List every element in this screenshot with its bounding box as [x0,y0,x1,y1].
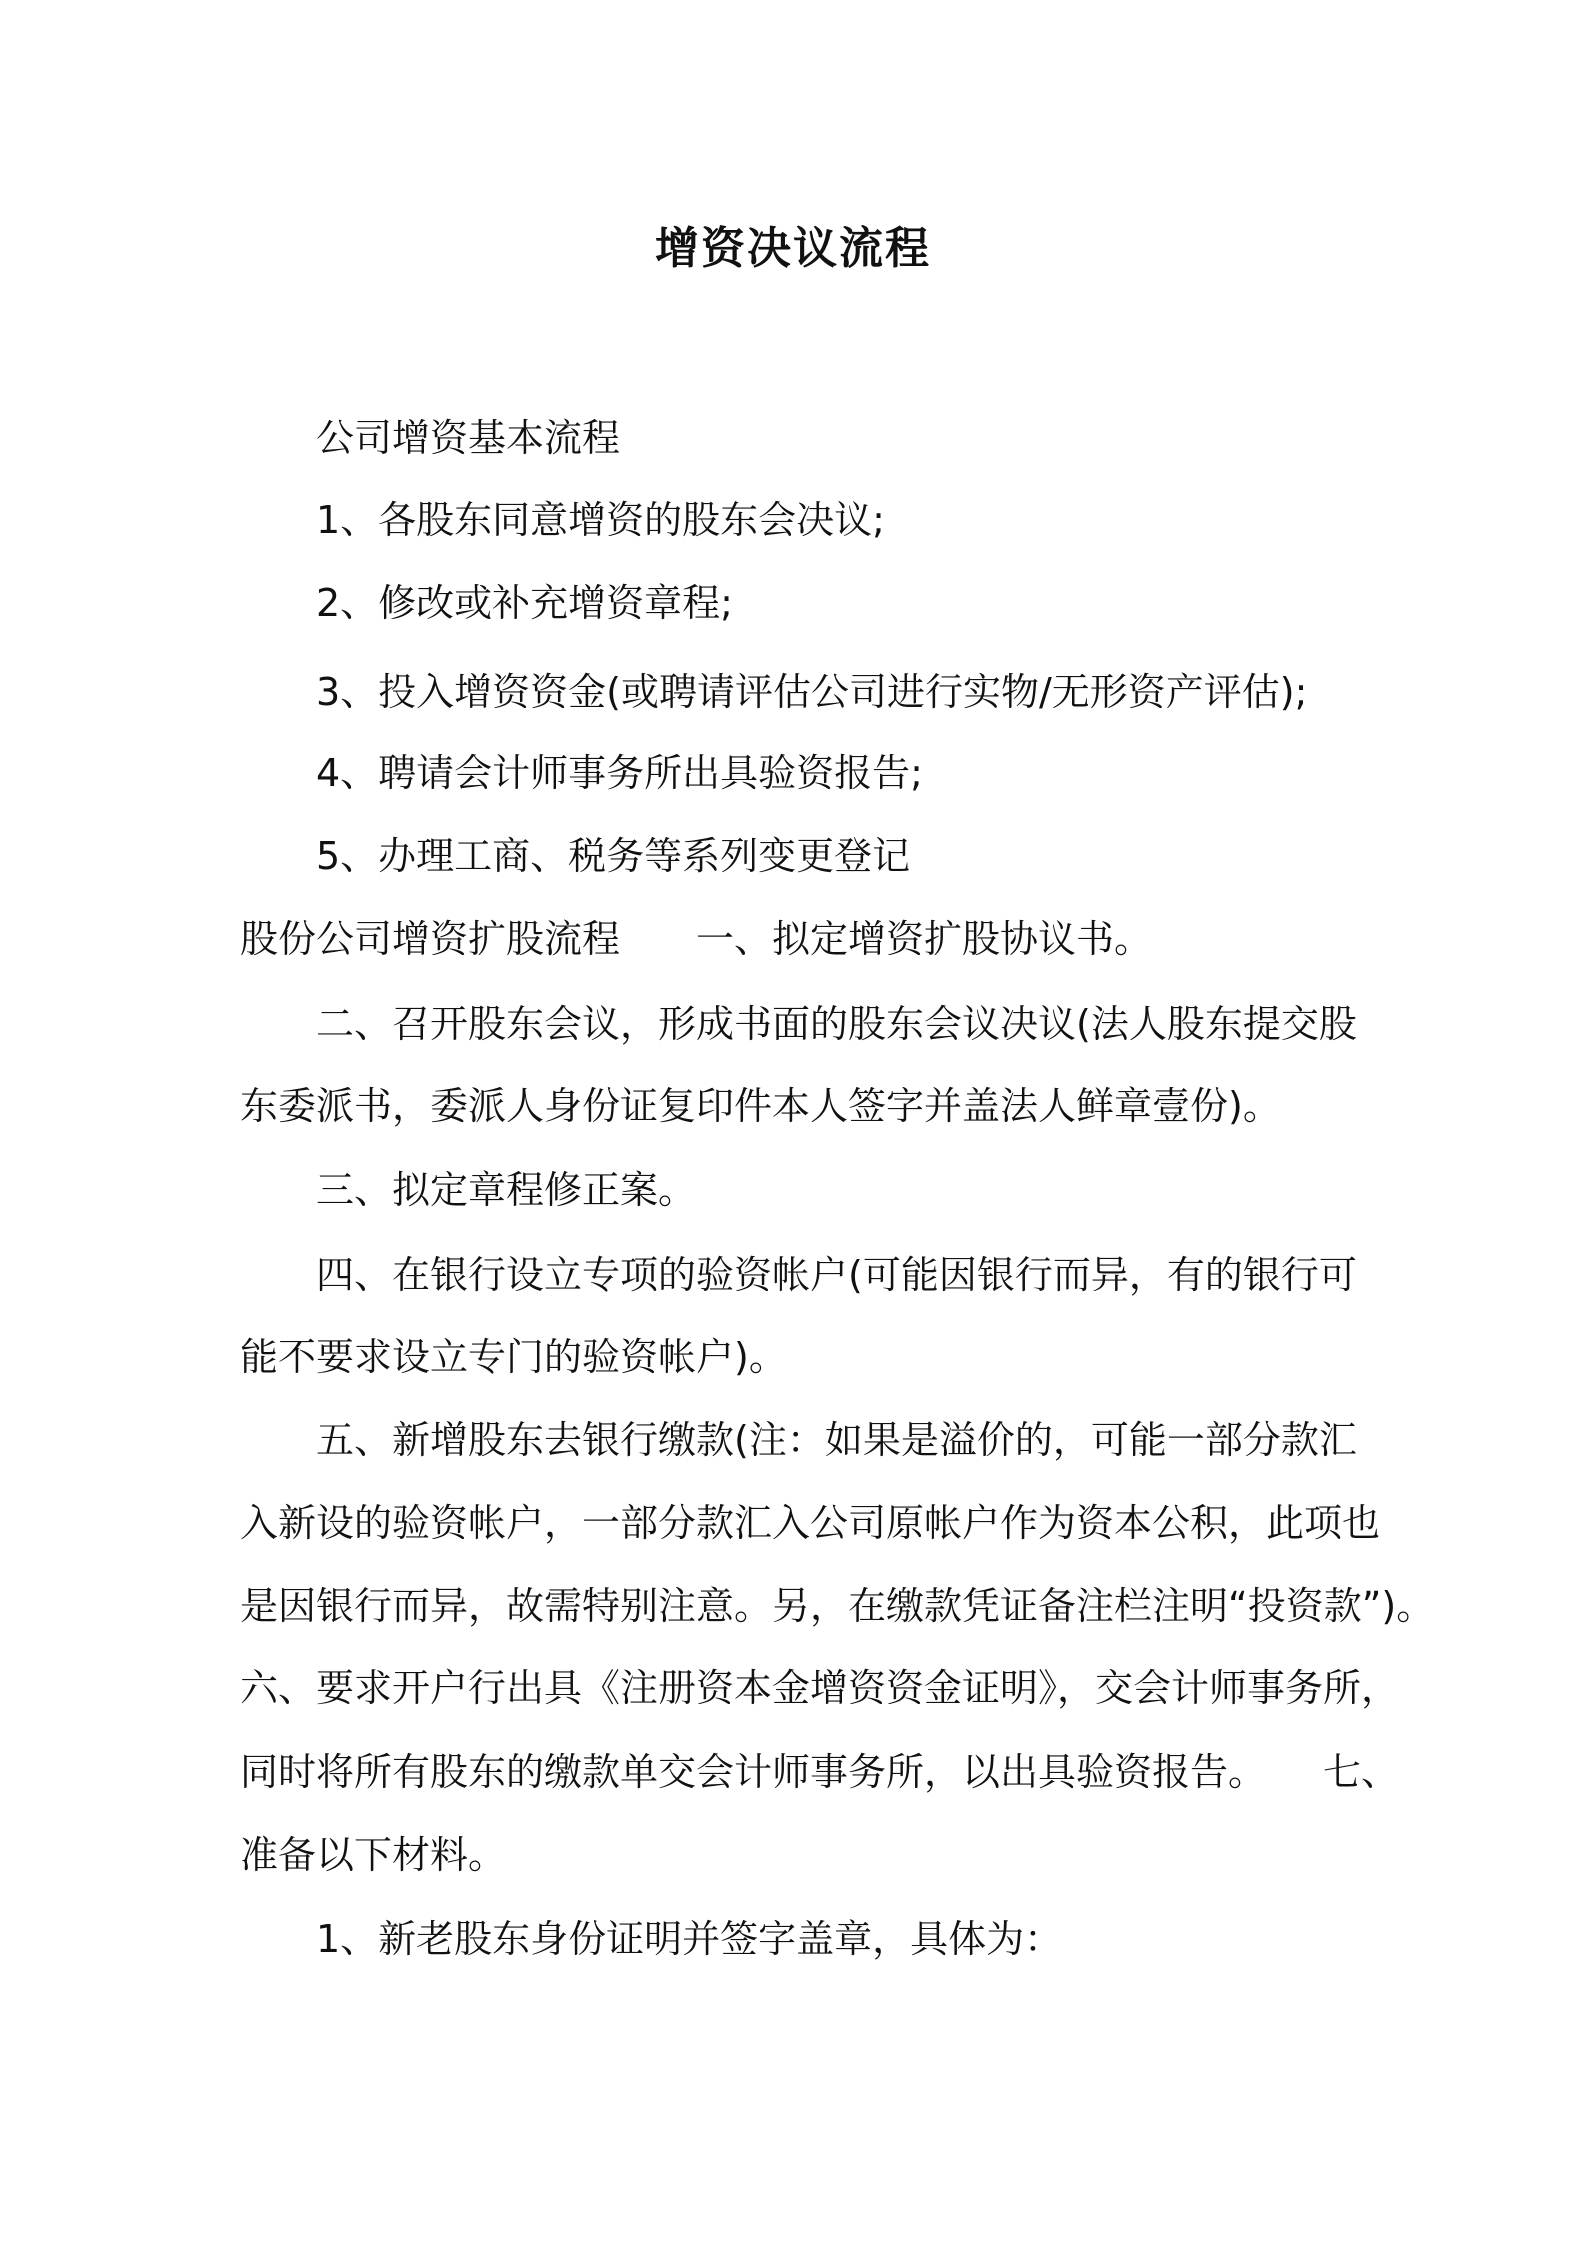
paragraph-line: 2、修改或补充增资章程; [316,581,733,625]
paragraph-line: 3、投入增资资金(或聘请评估公司进行实物/无形资产评估); [316,670,1308,714]
section-heading-basic-process: 公司增资基本流程 [316,416,621,460]
paragraph-line: 准备以下材料。 [240,1833,507,1877]
paragraph-line: 能不要求设立专门的验资帐户)。 [240,1335,787,1379]
paragraph-line: 股份公司增资扩股流程 一、拟定增资扩股协议书。 [240,917,1153,961]
paragraph-line: 5、办理工商、税务等系列变更登记 [316,834,911,878]
paragraph-line: 4、聘请会计师事务所出具验资报告; [316,751,923,795]
paragraph-line: 六、要求开户行出具《注册资本金增资资金证明》，交会计师事务所， [240,1666,1400,1710]
paragraph-line: 同时将所有股东的缴款单交会计师事务所，以出具验资报告。 七、 [240,1750,1400,1794]
document-title: 增资决议流程 [655,223,931,274]
paragraph-line: 东委派书，委派人身份证复印件本人签字并盖法人鲜章壹份)。 [240,1084,1281,1128]
paragraph-line: 1、新老股东身份证明并签字盖章，具体为： [316,1917,1063,1961]
paragraph-line: 四、在银行设立专项的验资帐户(可能因银行而异，有的银行可 [316,1253,1357,1297]
paragraph-line: 三、拟定章程修正案。 [316,1168,697,1212]
paragraph-line: 是因银行而异，故需特别注意。另，在缴款凭证备注栏注明“投资款”)。 [240,1584,1435,1628]
paragraph-line: 1、各股东同意增资的股东会决议; [316,498,885,542]
paragraph-line: 五、新增股东去银行缴款(注：如果是溢价的，可能一部分款汇 [316,1418,1357,1462]
paragraph-line: 入新设的验资帐户，一部分款汇入公司原帐户作为资本公积，此项也 [240,1501,1381,1545]
paragraph-line: 二、召开股东会议，形成书面的股东会议决议(法人股东提交股 [316,1002,1357,1046]
